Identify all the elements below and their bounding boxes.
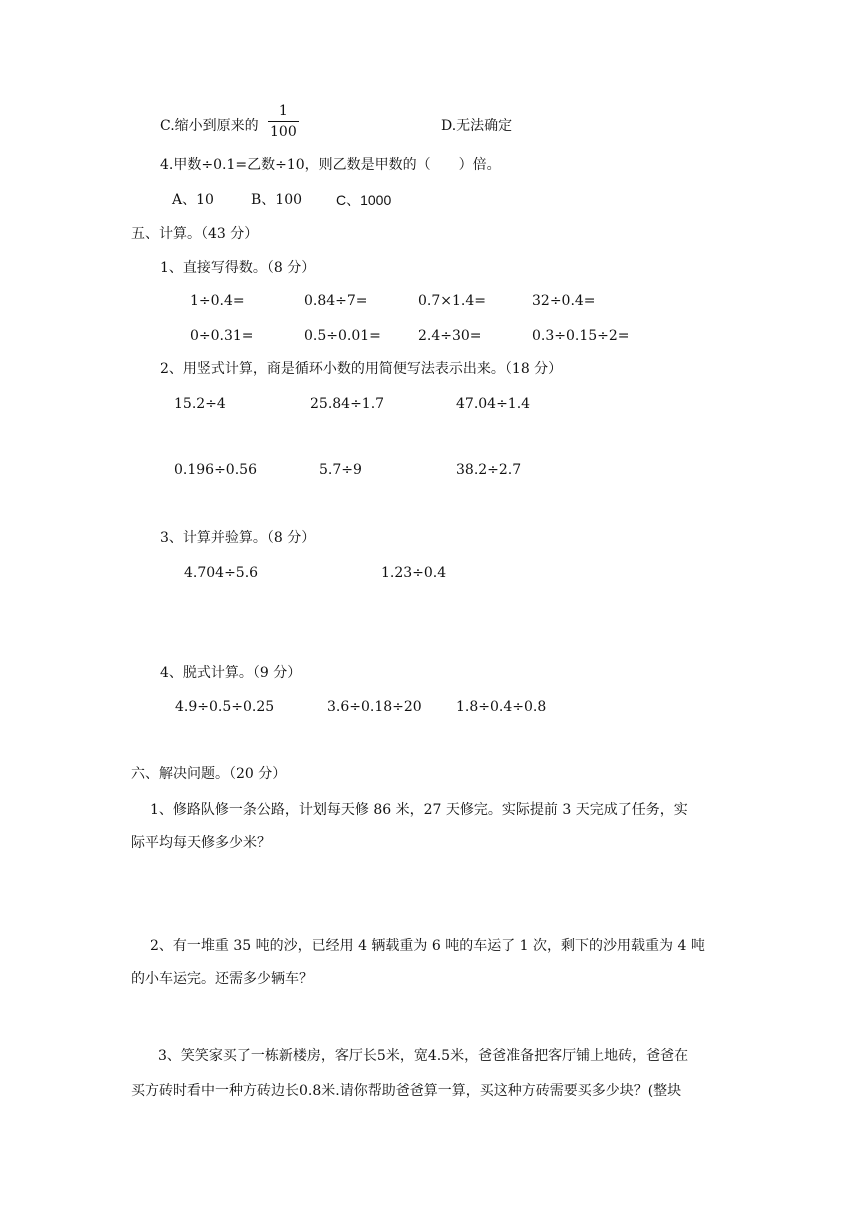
q3-option-c-fraction bbox=[268, 104, 299, 139]
part2-item: 38.2÷2.7 bbox=[456, 462, 522, 478]
section6-title: 六、解决问题。（20 分） bbox=[131, 766, 287, 782]
fraction-numerator: 1 bbox=[278, 103, 288, 119]
part1-item: 0.7×1.4= bbox=[418, 293, 486, 309]
part2-item: 15.2÷4 bbox=[174, 396, 226, 412]
problem1-line2: 际平均每天修多少米？ bbox=[131, 835, 271, 851]
part1-item: 0÷0.31= bbox=[190, 328, 254, 344]
part1-item: 0.5÷0.01= bbox=[304, 328, 381, 344]
part3-item: 4.704÷5.6 bbox=[184, 565, 259, 581]
q4-option-b: B、100 bbox=[251, 192, 303, 208]
q3-option-d: D.无法确定 bbox=[441, 118, 513, 134]
problem2-line2: 的小车运完。还需多少辆车？ bbox=[131, 971, 313, 987]
part4-item: 1.8÷0.4÷0.8 bbox=[456, 699, 547, 715]
part3-item: 1.23÷0.4 bbox=[381, 565, 447, 581]
q4-stem: 4.甲数÷0.1=乙数÷10，则乙数是甲数的（ ）倍。 bbox=[160, 157, 501, 173]
part2-item: 5.7÷9 bbox=[319, 462, 362, 478]
part2-item: 0.196÷0.56 bbox=[174, 462, 257, 478]
q4-option-a: A、10 bbox=[172, 192, 214, 208]
part2-title: 2、用竖式计算，商是循环小数的用简便写法表示出来。（18 分） bbox=[160, 361, 563, 377]
part4-item: 3.6÷0.18÷20 bbox=[327, 699, 422, 715]
q4-option-c: C、1000 bbox=[336, 192, 392, 208]
problem1-line1: 1、修路队修一条公路，计划每天修 86 米，27 天修完。实际提前 3 天完成了任务，实 bbox=[150, 802, 688, 818]
part1-item: 1÷0.4= bbox=[190, 293, 245, 309]
part4-title: 4、脱式计算。（9 分） bbox=[160, 665, 302, 681]
fraction-denominator: 100 bbox=[268, 121, 299, 139]
part1-item: 0.3÷0.15÷2= bbox=[532, 328, 630, 344]
part2-item: 25.84÷1.7 bbox=[310, 396, 385, 412]
part1-item: 0.84÷7= bbox=[304, 293, 368, 309]
part2-item: 47.04÷1.4 bbox=[456, 396, 531, 412]
problem3-line2: 买方砖时看中一种方砖边长0.8米.请你帮助爸爸算一算，买这种方砖需要买多少块？(整块 bbox=[131, 1083, 682, 1099]
part1-title: 1、直接写得数。（8 分） bbox=[160, 260, 316, 276]
q3-option-c-label: C.缩小到原来的 bbox=[160, 118, 259, 134]
part1-item: 2.4÷30= bbox=[418, 328, 482, 344]
part1-item: 32÷0.4= bbox=[532, 293, 596, 309]
problem2-line1: 2、有一堆重 35 吨的沙，已经用 4 辆载重为 6 吨的车运了 1 次，剩下的沙用载重为 4 吨 bbox=[150, 938, 705, 954]
part3-title: 3、计算并验算。（8 分） bbox=[160, 530, 316, 546]
section5-title: 五、计算。（43 分） bbox=[131, 226, 259, 242]
problem3-line1: 3、笑笑家买了一栋新楼房，客厅长5米，宽4.5米，爸爸准备把客厅铺上地砖，爸爸在 bbox=[158, 1048, 689, 1064]
part4-item: 4.9÷0.5÷0.25 bbox=[175, 699, 275, 715]
